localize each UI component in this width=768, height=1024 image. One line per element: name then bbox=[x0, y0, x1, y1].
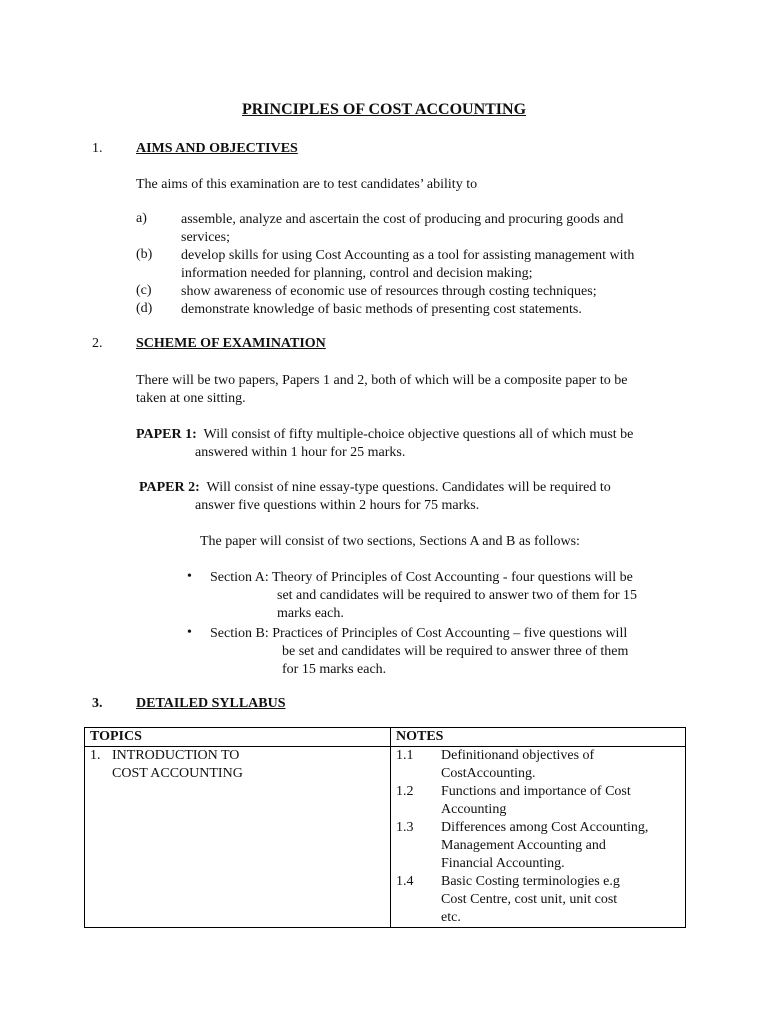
note-text bbox=[441, 873, 685, 927]
list-item-text bbox=[181, 211, 681, 247]
note-item bbox=[396, 873, 685, 927]
note-item bbox=[396, 783, 685, 819]
note-number: 1.4 bbox=[396, 874, 414, 889]
note-text bbox=[441, 819, 685, 873]
note-text bbox=[441, 783, 685, 819]
note-number: 1.3 bbox=[396, 820, 414, 835]
section-heading-syllabus: DETAILED SYLLABUS bbox=[136, 696, 286, 711]
list-item-line: services; bbox=[181, 230, 230, 245]
section-heading-aims: AIMS AND OBJECTIVES bbox=[136, 141, 298, 156]
scheme-intro-line: taken at one sitting. bbox=[136, 391, 246, 406]
bullet-line: Section A: Theory of Principles of Cost Accounting - four questions will be bbox=[210, 570, 633, 585]
list-item-text bbox=[181, 247, 681, 283]
list-item-line: develop skills for using Cost Accounting as a tool for assisting management with bbox=[181, 248, 635, 263]
paper-1-label: PAPER 1: bbox=[136, 427, 197, 442]
list-item-text: show awareness of economic use of resources through costing techniques; bbox=[181, 284, 597, 299]
paper-1-line: Will consist of fifty multiple-choice objective questions all of which must be bbox=[203, 427, 634, 442]
list-item-label: (b) bbox=[136, 247, 153, 262]
note-number: 1.1 bbox=[396, 748, 414, 763]
note-line: Cost Centre, cost unit, unit cost bbox=[441, 892, 618, 907]
topic-number: 1. bbox=[90, 748, 101, 763]
note-text bbox=[441, 747, 685, 783]
list-item-text: demonstrate knowledge of basic methods of presenting cost statements. bbox=[181, 302, 582, 317]
header-topics: TOPICS bbox=[85, 728, 391, 747]
note-item bbox=[396, 747, 685, 783]
scheme-intro bbox=[136, 372, 696, 408]
note-line: Basic Costing terminologies e.g bbox=[441, 874, 620, 889]
notes-cell bbox=[391, 747, 686, 928]
topic-cell bbox=[85, 747, 391, 928]
section-number: 1. bbox=[92, 141, 103, 156]
paper-1-line: answered within 1 hour for 25 marks. bbox=[195, 445, 406, 460]
list-item-line: assemble, analyze and ascertain the cost of producing and procuring goods and bbox=[181, 212, 624, 227]
note-line: Management Accounting and bbox=[441, 838, 606, 853]
sections-intro: The paper will consist of two sections, Sections A and B as follows: bbox=[200, 534, 580, 549]
note-line: CostAccounting. bbox=[441, 766, 536, 781]
note-line: Definitionand objectives of bbox=[441, 748, 595, 763]
bullet-item-section-a bbox=[210, 569, 690, 623]
header-notes: NOTES bbox=[391, 728, 686, 747]
aims-intro: The aims of this examination are to test candidates’ ability to bbox=[136, 177, 478, 192]
list-item-label: a) bbox=[136, 211, 147, 226]
bullet-item-section-b bbox=[210, 625, 690, 679]
section-number: 2. bbox=[92, 336, 103, 351]
section-heading-scheme: SCHEME OF EXAMINATION bbox=[136, 336, 326, 351]
syllabus-table bbox=[84, 727, 686, 928]
note-number: 1.2 bbox=[396, 784, 414, 799]
bullet-line: be set and candidates will be required to answer three of them bbox=[282, 644, 629, 659]
list-item-line: information needed for planning, control and decision making; bbox=[181, 266, 533, 281]
topic-line: INTRODUCTION TO bbox=[112, 748, 240, 763]
scheme-intro-line: There will be two papers, Papers 1 and 2, both of which will be a composite paper to be bbox=[136, 373, 628, 388]
topic-line: COST ACCOUNTING bbox=[112, 766, 243, 781]
bullet-icon: • bbox=[187, 625, 192, 640]
bullet-line: marks each. bbox=[277, 606, 344, 621]
note-line: etc. bbox=[441, 910, 461, 925]
paper-1-description bbox=[136, 426, 696, 462]
table-header-row bbox=[85, 728, 686, 747]
list-item-label: (c) bbox=[136, 283, 152, 298]
document-title: PRINCIPLES OF COST ACCOUNTING bbox=[241, 101, 527, 118]
paper-2-label: PAPER 2: bbox=[139, 480, 200, 495]
section-number: 3. bbox=[92, 696, 103, 711]
note-line: Functions and importance of Cost bbox=[441, 784, 631, 799]
table-row bbox=[85, 747, 686, 928]
bullet-line: set and candidates will be required to answer two of them for 15 bbox=[277, 588, 638, 603]
note-line: Differences among Cost Accounting, bbox=[441, 820, 649, 835]
bullet-icon: • bbox=[187, 569, 192, 584]
list-item-label: (d) bbox=[136, 301, 153, 316]
paper-2-line: Will consist of nine essay-type questions. Candidates will be required to bbox=[206, 480, 611, 495]
bullet-line: Section B: Practices of Principles of Cost Accounting – five questions will bbox=[210, 626, 628, 641]
note-line: Accounting bbox=[441, 802, 507, 817]
paper-2-line: answer five questions within 2 hours for 75 marks. bbox=[195, 498, 480, 513]
paper-2-description bbox=[139, 479, 699, 515]
note-item bbox=[396, 819, 685, 873]
note-line: Financial Accounting. bbox=[441, 856, 565, 871]
bullet-line: for 15 marks each. bbox=[282, 662, 387, 677]
